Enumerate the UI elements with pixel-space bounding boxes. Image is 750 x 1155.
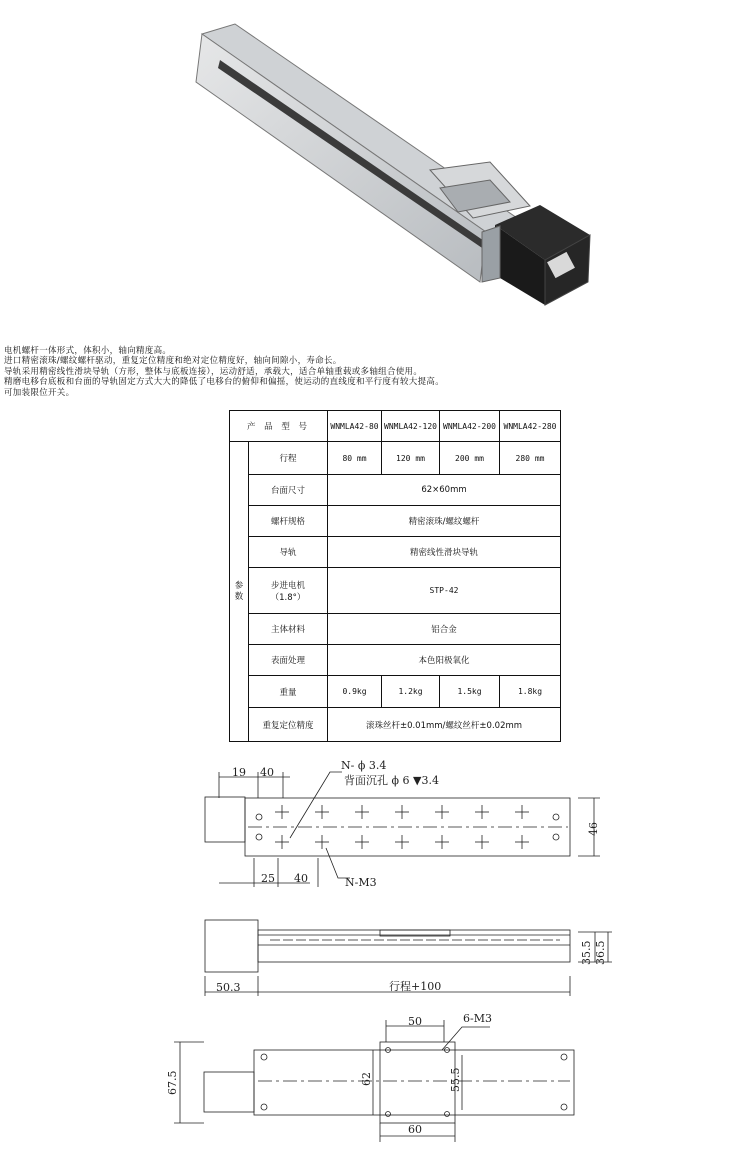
table-row <box>230 614 561 645</box>
value-cell: 80 mm <box>328 442 382 475</box>
thread-label: 6-M3 <box>463 1012 492 1025</box>
stroke-dim: 行程+100 <box>389 980 442 993</box>
dim-67-5: 67.5 <box>166 1070 179 1095</box>
table-row <box>230 568 561 614</box>
table-row <box>230 537 561 568</box>
table-row <box>230 475 561 506</box>
spec-table <box>229 410 561 742</box>
dim-50: 50 <box>408 1015 422 1028</box>
row-label: 主体材料 <box>249 614 328 645</box>
table-row <box>230 708 561 742</box>
dim-55-5: 55.5 <box>449 1067 462 1092</box>
value-cell: 1.8kg <box>500 676 561 708</box>
model-cell: WNMLA42-80 <box>328 411 382 442</box>
model-header: 产 品 型 号 <box>230 411 328 442</box>
hole-label: N- ϕ 3.4 <box>341 759 387 772</box>
row-label: 导轨 <box>249 537 328 568</box>
model-cell: WNMLA42-120 <box>382 411 440 442</box>
value-cell: 本色阳极氧化 <box>328 645 561 676</box>
feature-line: 精磨电移台底板和台面的导轨固定方式大大的降低了电移台的俯仰和偏摇，使运动的直线度和平行度有较大提高。 <box>4 377 445 388</box>
counterbore-label: 背面沉孔 ϕ 6 ▼3.4 <box>344 774 439 787</box>
value-cell: 280 mm <box>500 442 561 475</box>
group-label <box>230 442 249 742</box>
technical-drawing <box>0 750 750 1155</box>
dim-60: 60 <box>408 1123 422 1136</box>
value-cell: 120 mm <box>382 442 440 475</box>
feature-line: 电机螺杆一体形式，体积小，轴向精度高。 <box>4 346 172 356</box>
dim-36-5: 36.5 <box>594 940 607 965</box>
product-photo <box>190 20 600 320</box>
feature-line: 进口精密滚珠/螺纹螺杆驱动，重复定位精度和绝对定位精度好，轴向间隙小，寿命长。 <box>4 356 342 367</box>
value-cell: 1.2kg <box>382 676 440 708</box>
dim-40: 40 <box>260 766 274 779</box>
value-cell: 200 mm <box>440 442 500 475</box>
value-cell: 滚珠丝杆±0.01mm/螺纹丝杆±0.02mm <box>328 708 561 742</box>
value-cell: STP-42 <box>328 568 561 614</box>
thread-label: N-M3 <box>345 876 377 889</box>
row-label <box>249 568 328 614</box>
dim-50-3: 50.3 <box>216 981 241 994</box>
table-row <box>230 645 561 676</box>
dim-40: 40 <box>294 872 308 885</box>
table-row <box>230 442 561 475</box>
dim-35-5: 35.5 <box>580 940 593 965</box>
group-label-text: 参数 <box>234 580 244 602</box>
dim-46: 46 <box>587 822 600 836</box>
model-cell: WNMLA42-280 <box>500 411 561 442</box>
feature-description <box>4 346 744 398</box>
row-label: 表面处理 <box>249 645 328 676</box>
row-label: 台面尺寸 <box>249 475 328 506</box>
row-label: 螺杆规格 <box>249 506 328 537</box>
dim-62: 62 <box>360 1072 373 1086</box>
row-label: 重量 <box>249 676 328 708</box>
dim-25: 25 <box>261 872 275 885</box>
value-cell: 精密线性滑块导轨 <box>328 537 561 568</box>
motor-label: 步进电机 <box>270 580 305 591</box>
value-cell: 1.5kg <box>440 676 500 708</box>
row-label: 行程 <box>249 442 328 475</box>
value-cell: 铝合金 <box>328 614 561 645</box>
value-cell: 0.9kg <box>328 676 382 708</box>
table-header-row <box>230 411 561 442</box>
table-row <box>230 506 561 537</box>
feature-line: 导轨采用精密线性滑块导轨（方形，整体与底板连接），运动舒适，承载大，适合单轴重载或多轴组合使用。 <box>4 366 423 377</box>
table-row <box>230 676 561 708</box>
row-label: 重复定位精度 <box>249 708 328 742</box>
value-cell: 精密滚珠/螺纹螺杆 <box>328 506 561 537</box>
feature-line: 可加装限位开关。 <box>4 387 75 398</box>
dim-19: 19 <box>232 766 246 779</box>
model-cell: WNMLA42-200 <box>440 411 500 442</box>
value-cell: 62×60mm <box>328 475 561 506</box>
motor-label-angle: （1.8°） <box>270 592 306 603</box>
